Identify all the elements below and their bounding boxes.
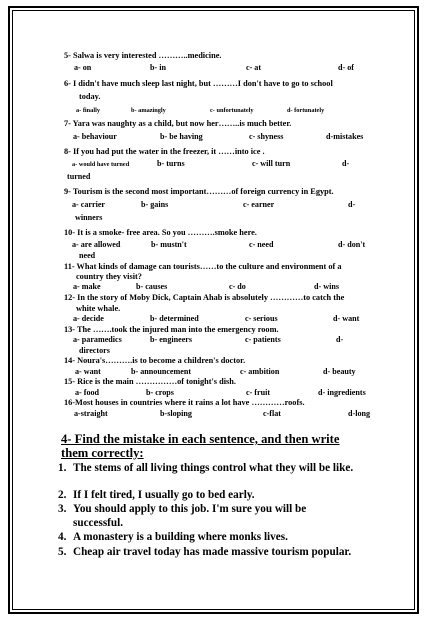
q11-option-b: b- causes (136, 282, 168, 291)
question-5: 5- Salwa is very interested ………..medicine. (64, 51, 222, 60)
question-9: 9- Tourism is the second most important………of foreign currency in Egypt. (64, 187, 334, 196)
item-number: 1. (58, 462, 67, 474)
q9-option-c: c- earner (243, 200, 275, 209)
q9-option-d-continued: winners (75, 213, 103, 222)
q5-option-d: d- of (338, 63, 354, 72)
item-number: 4. (58, 531, 67, 543)
q5-option-c: c- at (246, 63, 262, 72)
q16-option-a: a-straight (74, 409, 108, 418)
q15-option-d: d- ingredients (318, 388, 366, 397)
q10-option-d: d- don't (338, 240, 366, 249)
q10-option-d-continued: need (79, 251, 96, 260)
question-7: 7- Yara was naughty as a child, but now her……..is much better. (64, 119, 292, 128)
q15-option-c: c- fruit (246, 388, 271, 397)
q11-option-d: d- wins (314, 282, 339, 291)
question-13: 13- The …….took the injured man into the emergency room. (64, 325, 279, 334)
question-12: 12- In the story of Moby Dick, Captain Ahab is absolutely …………to catch the (64, 293, 345, 302)
q8-option-d-continued: turned (67, 172, 91, 181)
q10-option-c: c- need (249, 240, 274, 249)
q16-option-d: d-long (348, 409, 371, 418)
item-number: 5. (58, 546, 67, 558)
q6-option-c: c- unfortunately (210, 107, 254, 114)
q7-option-c: c- shyness (249, 132, 284, 141)
q12-option-c: c- serious (245, 314, 278, 323)
q13-option-d-continued: directors (79, 346, 110, 355)
item-number: 2. (58, 489, 67, 501)
q8-option-a: a- would have turned (72, 161, 130, 168)
q6-option-b: b- amazingly (131, 107, 166, 114)
item-text: A monastery is a building where monks lives. (73, 531, 288, 543)
item-number: 3. (58, 503, 67, 515)
q16-option-b: b-sloping (160, 409, 192, 418)
question-8: 8- If you had put the water in the freezer, it ……into ice . (64, 147, 265, 156)
q13-option-b: b- engineers (150, 335, 193, 344)
question-16: 16-Most houses in countries where it rains a lot have …………roofs. (64, 398, 305, 407)
question-11-continued: country they visit? (76, 272, 142, 281)
section-4-title: 4- Find the mistake in each sentence, and then write them correctly: (61, 432, 340, 460)
q14-option-a: a- want (75, 367, 101, 376)
q10-option-a: a- are allowed (72, 240, 121, 249)
item-text: The stems of all living things control what they will be like. (73, 462, 354, 474)
q8-option-d: d- (342, 159, 350, 168)
q13-option-a: a- paramedics (73, 335, 122, 344)
q11-option-c: c- do (229, 282, 246, 291)
item-text: You should apply to this job. I'm sure you will be successful. (73, 503, 307, 529)
q8-option-b: b- turns (157, 159, 185, 168)
q14-option-c: c- ambition (240, 367, 280, 376)
q16-option-c: c-flat (263, 409, 281, 418)
q7-option-d: d-mistakes (326, 132, 364, 141)
q9-option-d: d- (348, 200, 356, 209)
q10-option-b: b- mustn't (151, 240, 187, 249)
q9-option-a: a- carrier (72, 200, 106, 209)
q12-option-a: a- decide (73, 314, 104, 323)
q12-option-d: d- want (333, 314, 360, 323)
question-11: 11- What kinds of damage can tourists……to the culture and environment of a (64, 262, 342, 271)
q15-option-a: a- food (75, 388, 100, 397)
q6-option-d: d- fortunately (287, 107, 325, 114)
question-10: 10- It is a smoke- free area. So you ……….smoke here. (64, 228, 257, 237)
item-text: If I felt tired, I usually go to bed early. (73, 489, 255, 501)
q9-option-b: b- gains (141, 200, 169, 209)
q13-option-c: c- patients (245, 335, 281, 344)
question-14: 14- Noura's……….is to become a children's doctor. (64, 356, 246, 365)
q14-option-b: b- announcement (131, 367, 192, 376)
question-6: 6- I didn't have much sleep last night, but ………I don't have to go to school (64, 79, 333, 88)
question-6-continued: today. (79, 92, 101, 101)
q5-option-b: b- in (150, 63, 166, 72)
q13-option-d: d- (336, 335, 344, 344)
item-text: Cheap air travel today has made massive tourism popular. (73, 546, 352, 558)
q7-option-a: a- behaviour (73, 132, 117, 141)
q6-option-a: a- finally (76, 107, 100, 114)
q14-option-d: d- beauty (323, 367, 356, 376)
question-12-continued: white whale. (76, 304, 121, 313)
q15-option-b: b- crops (146, 388, 174, 397)
q7-option-b: b- be having (160, 132, 203, 141)
question-15: 15- Rice is the main ……………of tonight's dish. (64, 377, 236, 386)
q8-option-c: c- will turn (252, 159, 291, 168)
q5-option-a: a- on (74, 63, 92, 72)
q11-option-a: a- make (73, 282, 101, 291)
q12-option-b: b- determined (150, 314, 199, 323)
